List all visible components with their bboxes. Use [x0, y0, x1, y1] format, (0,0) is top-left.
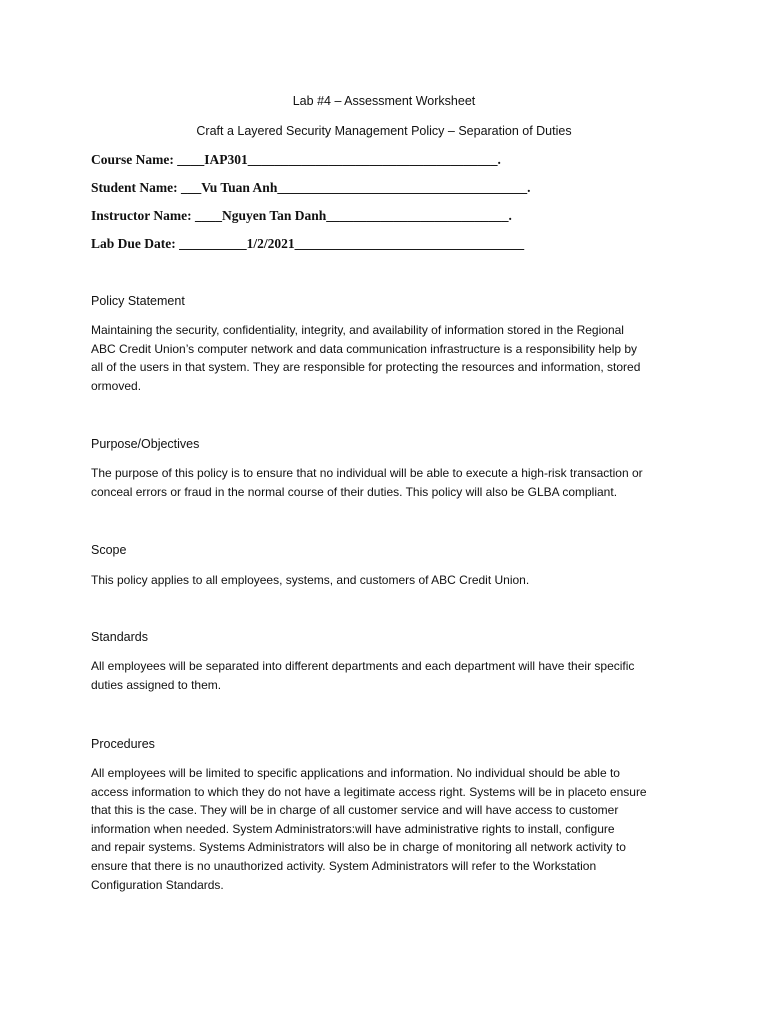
procedures-line: access information to which they do not have a legitimate access right. Systems will be in placeto ensure: [91, 784, 647, 799]
scope-text: [91, 571, 691, 590]
procedures-line: Configuration Standards.: [91, 877, 224, 892]
purpose-line: conceal errors or fraud in the normal course of their duties. This policy will also be GLBA compliant.: [91, 484, 618, 499]
standards-text: [91, 657, 691, 694]
scope-heading: Scope: [91, 543, 127, 557]
policy-line: ABC Credit Union’s computer network and data communication infrastructure is a responsibility help by: [91, 341, 638, 356]
worksheet-title: Lab #4 – Assessment Worksheet: [292, 94, 476, 108]
standards-line: duties assigned to them.: [91, 677, 222, 692]
standards-line: All employees will be separated into different departments and each department will have their specific: [91, 659, 635, 673]
procedures-line: and repair systems. Systems Administrators will also be in charge of monitoring all network activity to: [91, 840, 626, 855]
procedures-text: [91, 764, 691, 894]
policy-line: Maintaining the security, confidentiality, integrity, and availability of information stored in the Regional: [91, 323, 624, 337]
procedures-line: ensure that there is no unauthorized activity. System Administrators will refer to the Workstation: [91, 858, 597, 873]
standards-heading: Standards: [91, 630, 148, 644]
course-name-field: Course Name: ____IAP301_____________________________________.: [91, 152, 501, 167]
procedures-line: All employees will be limited to specific applications and information. No individual should be able to: [91, 766, 620, 780]
scope-line: This policy applies to all employees, systems, and customers of ABC Credit Union.: [91, 573, 530, 587]
purpose-line: The purpose of this policy is to ensure that no individual will be able to execute a high-risk transaction or: [91, 466, 643, 480]
purpose-text: [91, 464, 691, 501]
instructor-name-field: Instructor Name: ____Nguyen Tan Danh___________________________.: [91, 208, 512, 223]
policy-line: ormoved.: [91, 378, 142, 393]
worksheet-subtitle: Craft a Layered Security Management Policy – Separation of Duties: [196, 124, 572, 138]
lab-due-date-field: Lab Due Date: __________1/2/2021__________________________________: [91, 236, 525, 251]
procedures-line: information when needed. System Administrators:will have administrative rights to install, configure: [91, 821, 615, 836]
procedures-line: that this is the case. They will be in charge of all customer service and will have access to customer: [91, 803, 619, 818]
policy-statement-text: [91, 321, 691, 395]
policy-line: all of the users in that system. They are responsible for protecting the resources and information, stored: [91, 360, 641, 375]
procedures-heading: Procedures: [91, 737, 155, 751]
student-name-field: Student Name: ___Vu Tuan Anh_____________________________________.: [91, 180, 531, 195]
policy-statement-heading: Policy Statement: [91, 294, 185, 308]
purpose-heading: Purpose/Objectives: [91, 437, 200, 451]
